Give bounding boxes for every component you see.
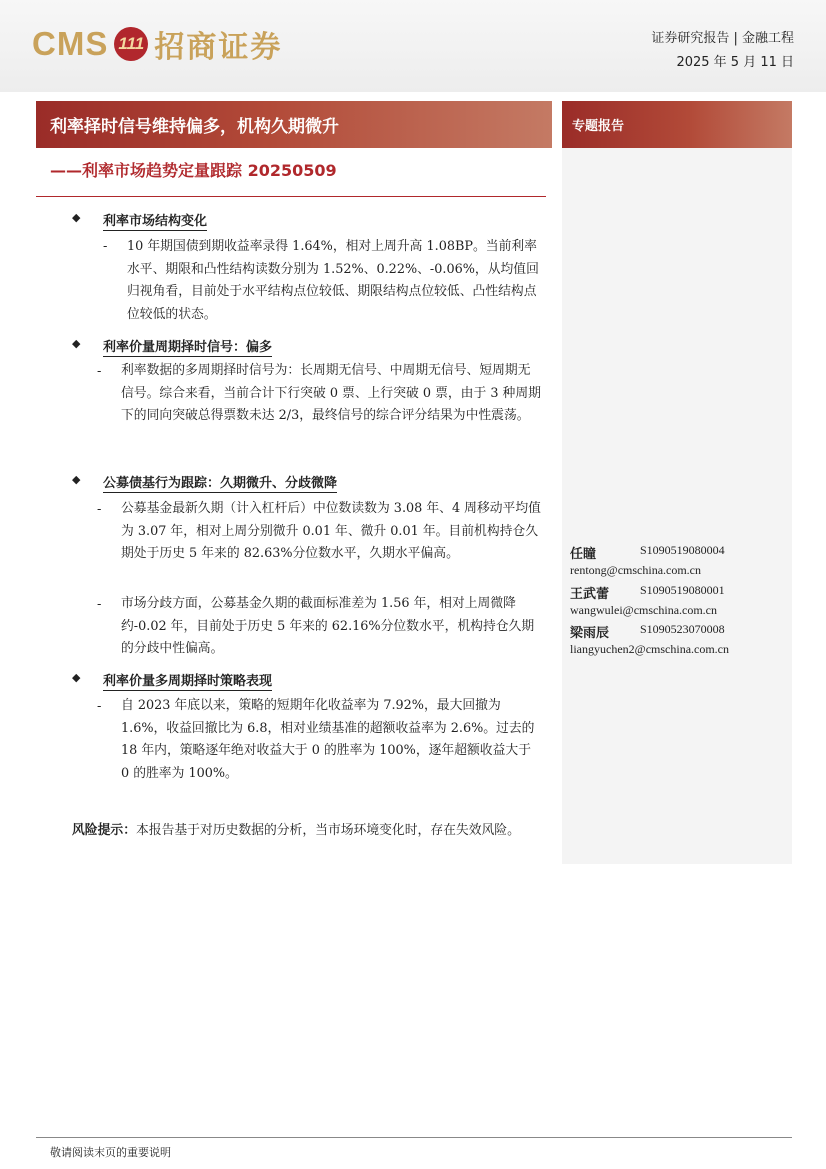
risk-text: 本报告基于对历史数据的分析，当市场环境变化时，存在失效风险。 xyxy=(135,823,520,838)
diamond-bullet-icon: ◆ xyxy=(72,671,81,684)
section-paragraph: 利率数据的多周期择时信号为：长周期无信号、中周期无信号、短周期无信号。综合来看，当前合计下行突破 0 票、上行突破 0 票，由于 3 种周期下的同向突破总得票数未达 2/3，最终信号的综合评分结果为中性震荡。 xyxy=(121,363,541,423)
diamond-bullet-icon: ◆ xyxy=(72,337,81,350)
dash-marker: - xyxy=(97,364,102,379)
section-paragraph: 自 2023 年底以来，策略的短期年化收益率为 7.92%，最大回撤为 1.6%，收益回撤比为 6.8，相对业绩基准的超额收益率为 2.6%。过去的 18 年内，策略逐年绝对收益大于 0 的胜率为 100%，逐年超额收益大于 0 的胜率为 100%。 xyxy=(121,698,535,781)
diamond-bullet-icon: ◆ xyxy=(72,211,81,224)
section-heading: 公募债基行为跟踪：久期微升、分歧微降 xyxy=(103,472,337,493)
analyst-name: 任瞳 xyxy=(570,547,597,562)
report-category: 证券研究报告 | 金融工程 xyxy=(651,31,794,46)
risk-warning xyxy=(72,820,542,843)
logo-emblem-icon: 111 xyxy=(114,27,148,61)
analyst-card xyxy=(570,622,785,657)
report-date: 2025 年 5 月 11 日 xyxy=(676,55,794,70)
logo-chinese-text: 招商证券 xyxy=(154,30,283,65)
analyst-license-id: S1090519080004 xyxy=(640,543,725,557)
analyst-name: 王武蕾 xyxy=(570,587,610,602)
footer-divider xyxy=(36,1137,792,1138)
sidebar-panel xyxy=(562,148,792,864)
title-divider xyxy=(36,196,546,197)
company-logo xyxy=(32,22,282,66)
analyst-email[interactable]: liangyuchen2@cmschina.com.cn xyxy=(570,642,729,656)
analyst-card xyxy=(570,543,785,578)
analyst-license-id: S1090523070008 xyxy=(640,622,725,636)
dash-marker: - xyxy=(97,699,102,714)
analyst-card xyxy=(570,583,785,618)
analyst-license-id: S1090519080001 xyxy=(640,583,725,597)
section-heading: 利率价量周期择时信号：偏多 xyxy=(103,336,272,357)
section-heading: 利率价量多周期择时策略表现 xyxy=(103,670,272,691)
section-heading: 利率市场结构变化 xyxy=(103,210,207,231)
analyst-email[interactable]: rentong@cmschina.com.cn xyxy=(570,563,702,577)
section-paragraph: 公募基金最新久期（计入杠杆后）中位数读数为 3.08 年、4 周移动平均值为 3.07 年，相对上周分别微升 0.01 年、微升 0.01 年。目前机构持仓久期处于历史 5 年来的 82.63%分位数水平，久期水平偏高。 xyxy=(121,501,541,561)
dash-marker: - xyxy=(97,502,102,517)
title-banner xyxy=(36,101,552,148)
analyst-email[interactable]: wangwulei@cmschina.com.cn xyxy=(570,603,718,617)
report-title: 利率择时信号维持偏多，机构久期微升 xyxy=(50,117,339,137)
logo-cms-text: CMS xyxy=(32,25,109,62)
dash-marker: - xyxy=(103,239,108,254)
footer-disclaimer: 敬请阅读末页的重要说明 xyxy=(50,1146,171,1159)
section-paragraph: 10 年期国债到期收益率录得 1.64%，相对上周升高 1.08BP。当前利率水平、期限和凸性结构读数分别为 1.52%、0.22%、-0.06%，从均值回归视角看，目前处于水平结构点位较低、期限结构点位较低、凸性结构点位较低的状态。 xyxy=(127,239,539,322)
diamond-bullet-icon: ◆ xyxy=(72,473,81,486)
report-tag-banner xyxy=(562,101,792,148)
section-paragraph: 市场分歧方面，公募基金久期的截面标准差为 1.56 年，相对上周微降约-0.02 年，目前处于历史 5 年来的 62.16%分位数水平，机构持仓久期的分歧中性偏高。 xyxy=(121,596,535,656)
risk-label: 风险提示： xyxy=(72,823,136,838)
dash-marker: - xyxy=(97,597,102,612)
report-tag: 专题报告 xyxy=(572,119,625,134)
report-subtitle: ——利率市场趋势定量跟踪 20250509 xyxy=(50,161,337,180)
analyst-name: 梁雨辰 xyxy=(570,626,610,641)
